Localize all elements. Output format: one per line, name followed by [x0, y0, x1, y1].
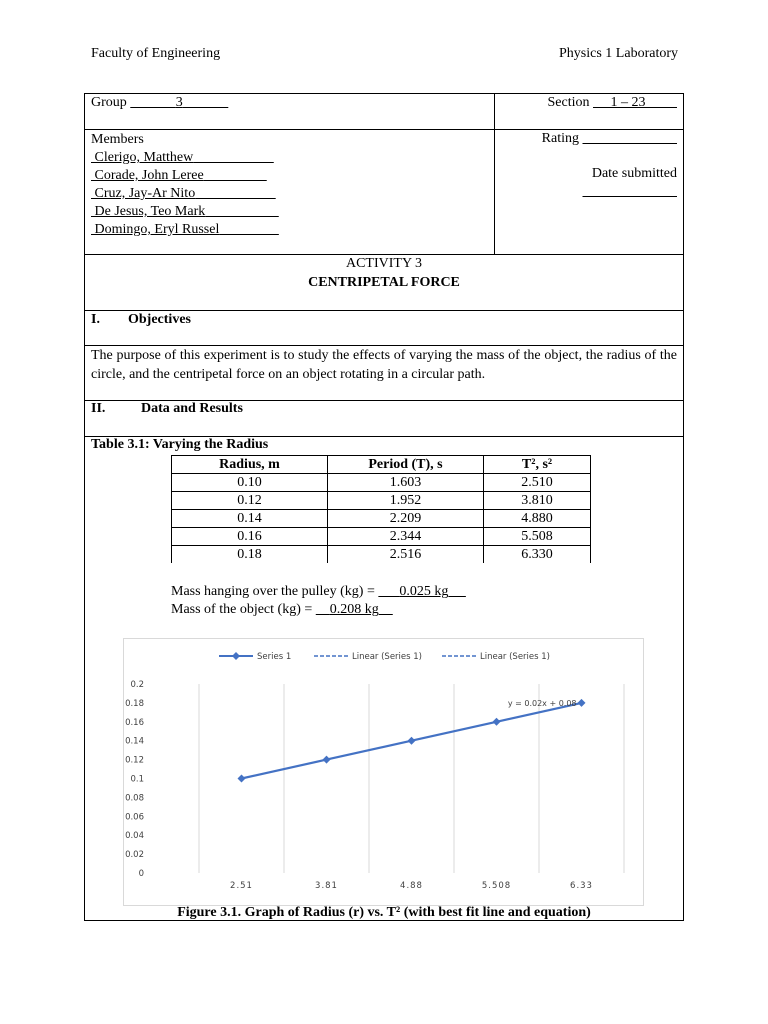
group-label: Group	[91, 95, 127, 110]
results-heading: Data and Results	[141, 401, 243, 416]
table-cell: 4.880	[484, 510, 591, 528]
table-row	[172, 528, 591, 546]
row-divider	[85, 254, 683, 255]
table-cell: 0.10	[172, 474, 328, 492]
objectives-text: The purpose of this experiment is to study the effects of varying the mass of the object, the radius of the circle, and the centripetal force on an object rotating in a circular path.	[91, 348, 677, 382]
group-value: 3	[175, 95, 183, 110]
mass-hanging-label: Mass hanging over the pulley (kg) =	[171, 584, 375, 599]
date-submitted-label: Date submitted	[591, 166, 677, 181]
table-row	[172, 492, 591, 510]
y-tick-label: 0.16	[125, 717, 144, 728]
legend-label: Series 1	[257, 652, 292, 662]
data-point	[578, 699, 586, 707]
table-row	[172, 474, 591, 492]
table-header: Period (T), s	[328, 456, 484, 474]
member-name: De Jesus, Teo Mark	[94, 204, 206, 219]
header-lab: Physics 1 Laboratory	[559, 46, 678, 61]
rating-field	[542, 131, 677, 147]
activity-title: CENTRIPETAL FORCE	[308, 275, 460, 290]
group-field	[91, 95, 228, 111]
y-tick-label: 0.06	[125, 812, 144, 823]
table-cell: 3.810	[484, 492, 591, 510]
x-tick-label: 2.51	[230, 881, 253, 891]
table-cell: 0.14	[172, 510, 328, 528]
row-divider	[85, 129, 683, 130]
data-point	[238, 775, 246, 783]
rating-blank	[583, 131, 678, 146]
table-cell: 2.510	[484, 474, 591, 492]
table-row	[172, 510, 591, 528]
data-point	[493, 718, 501, 726]
legend-label: Linear (Series 1)	[352, 652, 423, 662]
y-tick-label: 0.1	[130, 774, 144, 785]
table-cell: 2.516	[328, 546, 484, 564]
member-name: Domingo, Eryl Russel	[94, 222, 220, 237]
data-table	[171, 455, 591, 563]
table-cell: 0.12	[172, 492, 328, 510]
y-tick-label: 0.08	[125, 793, 144, 804]
y-tick-label: 0.04	[125, 831, 144, 842]
member-name: Corade, John Leree	[94, 168, 204, 183]
radius-vs-t2-chart	[123, 638, 644, 906]
y-tick-label: 0.12	[125, 755, 144, 766]
section-value: 1 – 23	[610, 95, 646, 110]
x-tick-label: 4.88	[400, 881, 423, 891]
activity-sheet	[84, 93, 684, 921]
data-point	[323, 756, 331, 764]
y-tick-label: 0.2	[130, 680, 144, 690]
activity-number: ACTIVITY 3	[345, 256, 423, 271]
mass-hanging-value: 0.025 kg	[399, 584, 449, 599]
y-tick-label: 0.02	[125, 850, 144, 861]
rating-label: Rating	[541, 131, 579, 146]
member-name: Clerigo, Matthew	[94, 150, 194, 165]
x-tick-label: 6.33	[570, 881, 593, 891]
mass-object	[171, 602, 393, 618]
figure-caption: Figure 3.1. Graph of Radius (r) vs. T² (with best fit line and equation)	[177, 905, 591, 920]
table-cell: 0.18	[172, 546, 328, 564]
section-label: Section	[547, 95, 590, 110]
table-cell: 6.330	[484, 546, 591, 564]
chart-svg	[124, 639, 643, 905]
section-field	[548, 95, 678, 111]
x-tick-label: 3.81	[315, 881, 338, 891]
table-cell: 2.209	[328, 510, 484, 528]
results-numeral: II.	[91, 401, 106, 416]
y-tick-label: 0.18	[125, 698, 144, 709]
table-header: Radius, m	[172, 456, 328, 474]
column-divider	[494, 94, 495, 254]
table-cell: 5.508	[484, 528, 591, 546]
header-faculty: Faculty of Engineering	[91, 46, 221, 61]
legend-label: Linear (Series 1)	[480, 652, 551, 662]
legend-marker	[232, 652, 240, 660]
mass-hanging	[171, 584, 466, 600]
y-tick-label: 0	[138, 869, 144, 879]
trendline-equation: y = 0.02x + 0.08	[507, 698, 577, 708]
table-row	[172, 546, 591, 564]
members-block	[91, 131, 279, 239]
members-label: Members	[91, 132, 144, 147]
y-tick-label: 0.14	[125, 736, 144, 747]
row-divider	[85, 310, 683, 311]
table-title: Table 3.1: Varying the Radius	[91, 437, 269, 452]
table-header: T², s²	[484, 456, 591, 474]
date-submitted-blank	[583, 184, 678, 200]
x-tick-label: 5.508	[481, 881, 512, 891]
mass-object-value: 0.208 kg	[329, 602, 379, 617]
member-name: Cruz, Jay-Ar Nito	[94, 186, 196, 201]
table-cell: 0.16	[172, 528, 328, 546]
objectives-numeral: I.	[91, 312, 100, 327]
table-cell: 2.344	[328, 528, 484, 546]
table-cell: 1.603	[328, 474, 484, 492]
objectives-heading: Objectives	[128, 312, 191, 327]
table-cell: 1.952	[328, 492, 484, 510]
table-header-row	[172, 456, 591, 474]
mass-object-label: Mass of the object (kg) =	[171, 602, 313, 617]
data-point	[408, 737, 416, 745]
